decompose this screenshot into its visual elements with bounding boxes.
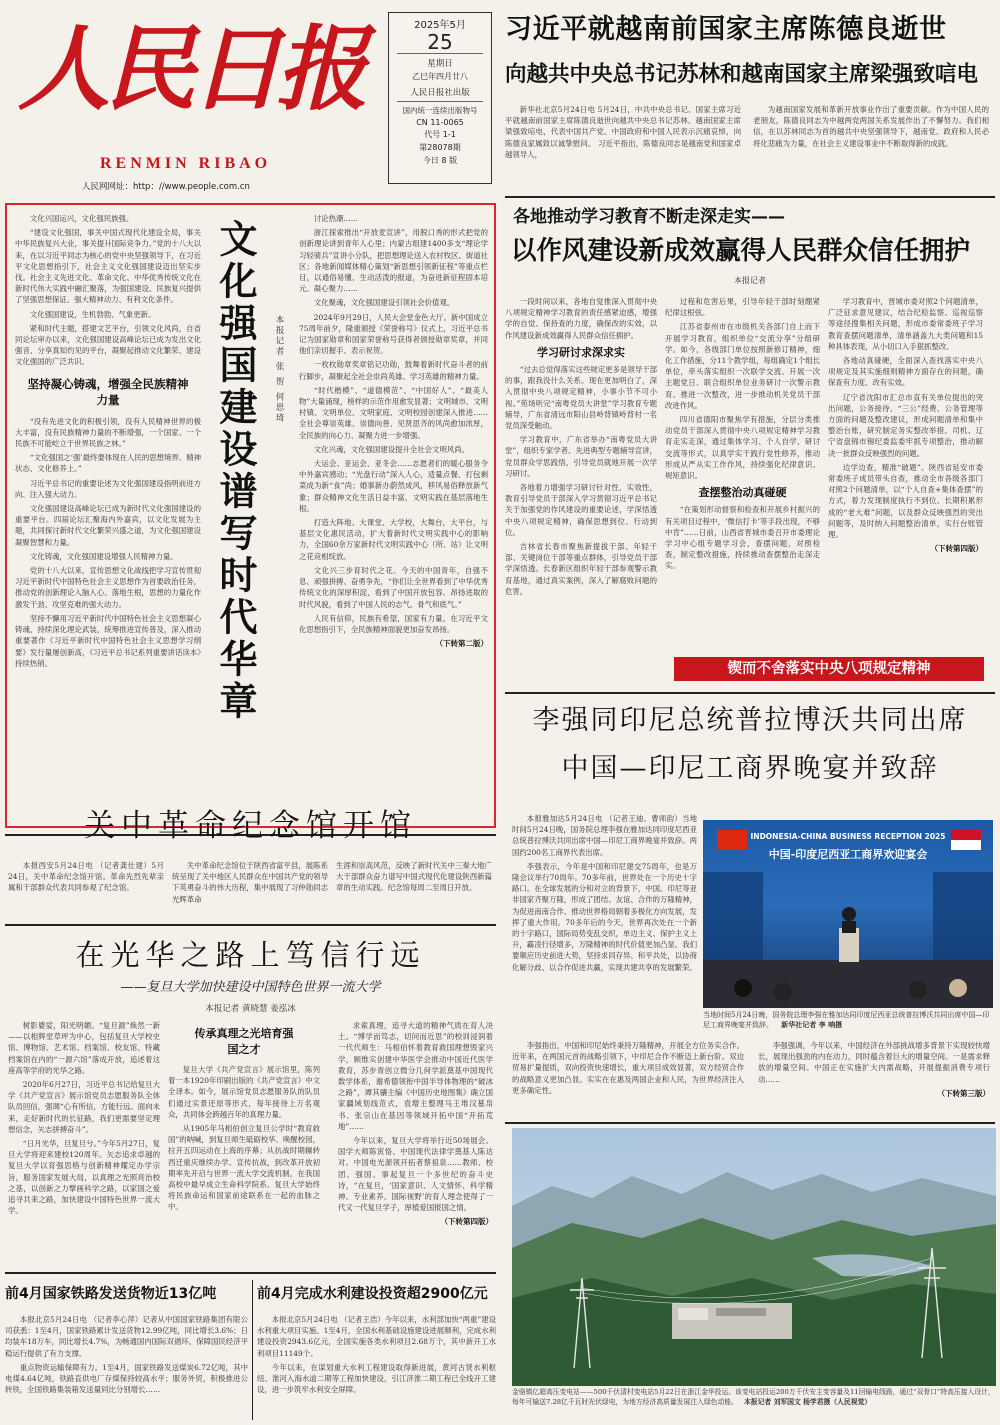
culture-paragraph: 浙江探索推出“开放麦宣讲”，用脱口秀的形式把党的创新理论讲到青年人心里；内蒙古组建1400多支“理论学习轻骑兵”宣讲小分队，把思想理论送入农村牧区、街道社区；各地新闻媒体精心策划“新思想引领新征程”等重点栏目，以通俗易懂、生动活泼的报道，为奋进新征程固本培元、凝心聚力…… [299,228,488,294]
guanzhong-col2: 关中革命纪念馆位于陕西省富平县，展陈系统呈现了关中地区人民群众在中国共产党的领导下英勇奋斗的伟大历程，集中展现了习仲勋同志光辉革命 [172,861,328,904]
liqiang-paragraph: 本报雅加达5月24日电 （记者王迪、曹师韵）当地时间5月24日晚，国务院总理李强在雅加达同印度尼西亚总统普拉博沃共同出席中国—印尼工商界晚宴并致辞。两国约200名工商界代表出席。 [512,814,697,857]
culture-paragraph: 讨论热潮…… [313,214,359,223]
flag-china-icon [717,830,747,850]
culture-paragraph: 2024年9月29日，人民大会堂金色大厅。新中国成立75周年前夕，隆重颁授《荣誉称号》仪式上，习近平总书记为国家勋章和国家荣誉称号获得者颁授勋章奖章，并同他们亲切握手、表示祝贺。 [299,312,488,356]
masthead-website: 人民网网址：http：//www.people.com.cn [82,182,250,192]
culture-paragraph: “文化强国之‘强’最终要体现在人民的思想境界、精神状态、文化修养上。” [15,453,201,474]
water-paragraph: 今年以来，在谋划重大水利工程建设取得新进展，黄河古贤水利枢纽、淮河入海水道二期等工程加快建设，引江济淮二期工程已全线开工建设，进一步筑牢水利安全屏障。 [257,1362,496,1395]
substation-credit: 本报记者 刘军国文 杨学君摄（人民视觉） [744,1397,872,1406]
liqiang-col1 [512,813,697,1035]
study-paragraph: “过去总觉得落实这些规定更多是领导干部的事，跟我没什么关系。现在更加明白了，深入贯彻中央八项规定精神，小事小节不可小视。”苑场听完“南粤党员大讲堂”学习教育专题辅导，广东省清远市阳山县岭背镇岭背村一名党员深受触动。 [505,365,657,431]
liqiang-paragraph: 李强强调，今年以来，中国经济在外部挑战增多背景下实现较快增长，展现出强劲的内在动力，同时蕴含着巨大的增量空间。一是需求释放的增量空间。中国正在实施扩大内需战略，开展提振消费专项行动…… [758,1041,990,1084]
water-article [257,1280,496,1422]
culture-paragraph: 党的十八大以来，宣传思想文化战线把学习宣传贯彻习近平新时代中国特色社会主义思想作为首要政治任务，推动党的创新理论入脑入心、落地生根，思想的力量化作激发干劲、攻坚克难的强大动力。 [15,566,201,609]
study-paragraph: 过程和危害后果，引导年轻干部时刻绷紧纪律这根弦。 [665,297,820,318]
date-code: 代号 1-1 [424,130,456,139]
study-col3 [828,296,983,656]
guanzhong-col3: 生涯和崇高风范，反映了新时代关中三秦大地广大干部群众奋力谱写中国式现代化建设陕西新篇章的生动实践。纪念馆每周二至周日开放。 [336,861,492,893]
header-divider [505,196,995,198]
study-banner: 锲而不舍落实中央八项规定精神 [674,657,984,681]
culture-paragraph: 文化聚魂，文化强国建设引领社会价值观。 [313,298,455,308]
masthead-pinyin: RENMIN RIBAO [100,155,272,172]
lead-headline-2: 向越共中央总书记苏林和越南国家主席梁强致唁电 [505,62,979,87]
substation-scene [512,1128,996,1386]
speaker-figure [842,907,856,921]
liqiang-continued[interactable]: （下转第三版） [937,1088,990,1098]
liqiang-bottom [512,1040,990,1120]
culture-title: 文化强国建设谱写时代华章 [213,219,257,723]
fudan-paragraph: 2020年6月27日，习近平总书记给复旦大学《共产党宣言》展示馆党员志愿服务队全体队员回信，强调“心有所信，方能行远。面向未来，走好新时代的长征路，我们更需要坚定理想信念，矢志拼搏奋斗”。 [8,1080,160,1134]
reception-caption-text: 当地时间5月24日晚，国务院总理李强在雅加达同印度尼西亚总统普拉博沃共同出席中国—印尼工商界晚宴并致辞。 [703,1011,990,1029]
podium [839,928,859,962]
culture-continued[interactable]: （下转第二版） [435,639,488,649]
culture-paragraph: 人民有信仰，民族有希望，国家有力量。在习近平文化思想指引下，全民族精神面貌更加奋发昂扬。 [299,613,488,634]
date-issue: 第28078期 [419,143,461,152]
reception-photo[interactable] [703,820,993,1008]
culture-paragraph: 坚持不懈用习近平新时代中国特色社会主义思想凝心铸魂，持续深化理论武装，统筹推进宣传普及，深入推动重要著作《习近平新时代中国特色社会主义思想学习纲要》发行量屡创新高，《习近平总书记系列重要讲话读本》持续热销。 [15,613,201,668]
date-weekday: 星期日 [427,59,453,69]
culture-paragraph: 打造大阵地、大课堂、大学校，大舞台，大平台，与基层文化惠民活动，扩大着新时代文明实践中心的影响力，全国60余万家新时代文明实践中心（所、站）让文明之花竞相绽放。 [299,518,488,561]
date-cn: CN 11-0065 [416,118,464,127]
masthead-logo: 人民日报 [18,15,363,123]
railway-article [5,1280,248,1422]
fudan-headline: 在光华之路上笃信行远 [75,938,426,972]
railway-headline: 前4月国家铁路发送货物近13亿吨 [5,1286,217,1302]
study-paragraph: 吉林省长春市聚焦新提拔干部、年轻干部、关键岗位干部等重点群体，引导党员干部学深悟透。长春新区组织年轻干部参观警示教育基地，通过真实案例，深入了解腐败问题的危害。 [505,542,657,596]
culture-col1 [15,213,201,820]
fudan-col3 [338,1020,493,1265]
liqiang-divider [505,1122,995,1124]
fudan-paragraph: 求索真理，追寻大道的精神气质在育人决土。“博学而笃志，切问而近思”的校训浸润着一代代师生：马相伯怀着教育救国理想毁家兴学，顾维实创建中华医学会推动中国近代医学教育，苏步青创立微分几何学派奠基中国现代数学体系，谢希德领衔中国半导体物理的“破冰之路”，谭其骧主编《中国历史地图集》确立国家疆域划线范式，袁增主整理马王堆汉墓帛书、张宗山在基因等领域开拓中国“开拓荒地”…… [338,1021,493,1131]
lead-body-col1: 新华社北京5月24日电 5月24日，中共中央总书记、国家主席习近平就越南前国家主席陈德良逝世向越共中央总书记苏林、越南国家主席梁强致唁电，代表中国共产党、中国政府和中国人民表示沉痛哀悼，向陈德良家属致以诚挚慰问。 习近平指出，陈德良同志是越南党和国家卓越领导人， [505,105,741,159]
study-paragraph: 各地动真碰硬，全面深入查找落实中央八项规定及其实施细则精神方面存在的问题，确保查有力度、改有实效。 [828,356,983,388]
fudan-subheading: 传承真理之光培育强国之才 [194,1027,294,1056]
fudan-continued[interactable]: （下转第四版） [440,1217,493,1227]
substation-photo[interactable] [512,1128,996,1386]
study-paragraph: 辽宁省沈阳市汇总市直有关单位提出的突出问题，公务接待、“三公”经费、公务管理等方面的问题及整改建议，形成问题清单和集中整治台账，研究制定务实整改举措。司机、辽宁省盘锦市锡纪委监委牢抓专项整治，推动解决一批群众反映强烈的问题。 [828,392,983,458]
study-article [505,205,995,660]
liqiang-paragraph: 李强表示，今年是中国和印尼建交75周年，也是万隆会议举行70周年。70多年前，世界处在一个历史十字路口。在全球发展的分和对立的背景下，中国、印尼等亚非国家齐聚万隆，形成了团结、友谊、合作的万隆精神，为促进南南合作、推动世界格局朝着多极化方向发展，发挥了重大作用。70多年后的今天，世界再次处在一个新的十字路口，国际局势变乱交织，单边主义、保护主义上升，霸凌行径增多，万隆精神的时代价值更加凸显。我们要顺应历史前进大势，坚持求同存异、和平共处，以协商化解分歧、以合作促进共赢，实现共建共享的发展繁荣。 [512,861,697,972]
study-divider [505,692,995,694]
date-pages: 今日 8 版 [422,156,458,165]
culture-paragraph: 文化兴三步育时代之花。今天的中国青年，自强不息、顽强拼搏、奋勇争先，“你们让全世界看到了中华优秀传统文化的深厚积淀，看到了中国开放包容、昂扬进取的时代风貌，看到了中国人民的志气、骨气和底气。” [299,565,488,609]
study-continued[interactable]: （下转第四版） [930,544,983,554]
culture-paragraph: 文化兴国运兴，文化强民族强。 [29,214,134,223]
lead-article [505,10,995,192]
railway-paragraph: 重点物资运输保障有力。1至4月，国家铁路发送煤炭6.72亿吨，其中电煤4.64亿吨，铁路直供电厂存煤保持较高水平；服务外贸，积极推进公转铁，全国铁路集装箱发送量同比分别增长…… [5,1362,248,1395]
study-subheading: 学习研讨求深求实 [537,345,625,359]
fudan-paragraph: 从1905年马相伯创立复旦公学时“教育救国”的呐喊，到复旦师生砥砺校华、唤醒校园，拉开五四运动在上海的序幕；从抗战时期辗转西迁重庆继续办学、宣传抗战，到改革开放初期率先开启与世界一流大学交流机制，在我国高校中最早成立生命科学院系、复旦大学始终将民族命运和国家前途联系在一起的血脉之中。 [168,1124,320,1212]
reception-caption [703,1010,993,1038]
water-headline: 前4月完成水利建设投资超2900亿元 [257,1286,488,1302]
lead-body-col2: 为越南国家发展和革新开放事业作出了重要贡献。作为中国人民的老朋友，陈德良同志为中越两党两国关系发展作出了不懈努力。我们相信，在以苏林同志为首的越共中央坚强领导下，越南党、政府和人民必将化悲痛为力量，在社会主义建设事业中不断取得新的成就。 [753,105,989,148]
fudan-subtitle: ——复旦大学加快建设中国特色世界一流大学 [120,980,381,995]
culture-feature [5,203,496,828]
fudan-col1 [8,1020,160,1265]
study-subheading: 查摆整治动真碰硬 [698,486,787,500]
fudan-paragraph: 树影婆娑，阳光明媚。“复旦源”焕然一新——以相辉堂草坪为中心，包括复旦大学校史馆、博物馆、艺术馆、档案馆、校友馆、特藏档案馆在内的“一源六馆”落成开放，追述着这座高等学府的光华之路。 [8,1021,160,1075]
fudan-byline: 本报记者 黄晓慧 姜泓冰 [205,1004,296,1014]
substation-caption-text: 金骆镇亿超高压变电站——500千伏清村变电站5月22日在浙江金华投运。该变电站投运200万千伏安主变容量及11回输电线路，通过“双骨口”特高压接入设计，每年可输送7.28亿千瓦时光伏绿电，为地方经济高质量发展注入绿色动能。 [512,1388,995,1406]
fudan-paragraph: 今年以来，复旦大学将举行近50场展会。国学大师陈寅恪、中国现代法律学奠基人陈达对。中国电光源领开拓者蔡祖泉……教师、校团、强国、事起复旦一个多世纪的奋斗史诗，“在复旦，‘国家意识、人文情怀、科学精神、专业素养、国际视野’的育人理念使得了一代又一代复旦学子，厚植爱国报国之情。 [338,1136,493,1213]
study-col1 [505,296,657,656]
reception-banner-cn: 中国-印度尼西亚工商界欢迎宴会 [768,848,928,861]
date-lunar: 乙巳年四月廿八 [412,72,468,81]
fudan-paragraph: “日月光华，旦复旦兮。”今年5月27日，复旦大学将迎来建校120周年。矢志追求卓越的复旦大学以育强思格与创新精神耀定办学宗旨，服务国家发展大局，以真理之光照亮治校之基，以创新之力擘画科学之路，以家国之爱追寻共来之路，加快建设中国特色世界一流大学。 [8,1139,160,1216]
guanzhong-body [8,860,493,918]
study-paragraph: 各地着力增强学习研讨针对性、实效性，教育引导党员干部深入学习贯彻习近平总书记关于加强党的作风建设的重要论述，学深悟透中央八项规定精神，确保思想到位、行动到位。 [505,483,657,537]
substation-caption [512,1388,996,1424]
culture-paragraph: “时代楷模”、“道德模范”、“中国好人”、“最美人物”大量涌现，榜样的示范作用愈发显著；文明城市、文明村镇、文明单位、文明家庭、文明校园创建深入推进……全社会尊崇英雄、崇德向善、见贤思齐的风尚愈加浓厚，全民族的向心力、凝聚力进一步增强。 [299,385,488,440]
study-paragraph: 边学边查，精准“破题”。陕西省延安市委常委班子成员带头自查，推动全市各级各部门对照2个问题清单，以“个人自查+集体查摆”的方式，着力发现制度执行不到位、长期积累形成的“老大难”问题，以及群众反映强烈的突出问题等，及时纳入问题整治清单，实行台账管理。 [828,462,983,540]
bottom-column-divider [252,1280,253,1420]
culture-paragraph: 紧和时代主题，搭建文艺平台，引领文化风尚，自省同论坛审办以来，文化强国建设高峰论坛已成为发出文化强音、分享真知灼见的平台，凝聚起推动文化繁荣、建设文化强国的广泛共识。 [15,323,201,367]
date-serial-label: 国内统一连续出版物号 [402,106,478,115]
study-paragraph: 江苏省泰州市在市级机关各部门自上而下开展学习教育，组织单位“交流分享”分组研学。如今，各级部门单位按照新修订精神，细化工作措施，分11个教学组，每组确定1个组长单位，牵头落实组织一次联学交流、开展一次主题党日、联合组织单位业务研讨一次警示教育、推进一次整改，进一步推动机关党员干部改进作风。 [665,322,820,410]
culture-subheading: 坚持凝心铸魂，增强全民族精神力量 [27,376,189,407]
study-paragraph: 四川省德阳市聚焦学有措施，分层分类推动党员干部深入贯彻中央八项规定精神学习教育走实走深，通过集体学习、个人自学、研讨交流等形式，以真学实干践行党性修养，推动形成从严从实工作作风，持续强化纪律意识、规矩意识。 [665,415,820,481]
liqiang-headline [505,700,995,800]
liqiang-paragraph: 李强指出，中国和印尼始终秉持万隆精神，开展全方位务实合作。近年来，在两国元首的战略引领下，中印尼合作不断迈上新台阶。双边贸易扩量提质，双向投资快速增长，重大项目成效显著，双方经贸合作的战略意义更加凸显。实实在在惠及两国企业和人民，为世界经济注入更多确定性。 [512,1041,744,1095]
flag-indonesia-icon [951,830,981,840]
fudan-col2 [168,1020,320,1265]
water-paragraph: 本报北京5月24日电 （记者王浩）今年以来，水利部加快“两重”建设水利重大项目实施。1至4月，全国水利基础设施建设进展顺利，完成水利建设投资2943.6亿元，全国实施各类水利项目2.68万个，其中新开工水利项目11149个。 [257,1315,496,1358]
reception-scene [703,820,993,1008]
study-paragraph: 一段时间以来，各地自觉推深入贯彻中央八项规定精神学习教育的责任感紧迫感，增强学的自觉、保持查的力度，确保改的实效，以作风建设新成效赢得人民群众信任拥护。 [505,297,657,340]
guanzhong-divider [5,924,496,926]
study-byline: 本报记者 [734,276,766,285]
date-day: 25 [427,30,453,54]
culture-paragraph: 文化强国建设，生机勃勃、气象更新。 [29,309,156,319]
culture-col3 [299,213,488,820]
study-col2 [665,296,820,656]
culture-paragraph: 习近平总书记的重要论述为文化强国建设指明前进方向、注入强大动力。 [15,478,201,499]
culture-paragraph: 大运会、亚运会、亚冬会……志愿者们的暖心服务令中外嘉宾感动；“光盘行动”深入人心，适量点餐、打包剩菜成为新“食”尚；婚事新办蔚然成风，移风易俗释放新气象；群众精神文化生活日益丰富，文明实践在基层落地生根。 [299,459,488,513]
culture-byline: 本报记者 张 贺 何思琦 [274,315,284,424]
guanzhong-col1: 本报西安5月24日电 （记者龚仕建）5月24日，关中革命纪念馆开馆。革命先烈先辈亲属和干部群众代表共同参观了纪念馆。 [8,861,164,893]
lead-headline-1: 习近平就越南前国家主席陈德良逝世 [505,14,947,45]
railway-paragraph: 本报北京5月24日电 （记者李心萍）记者从中国国家铁路集团有限公司获悉：1至4月，国家铁路累计发送货物12.99亿吨，同比增长3.6%；日均装车18万车，同比增长4.7%，为畅通国内国际双循环、保障国民经济平稳运行提供了有力支撑。 [5,1315,248,1358]
study-paragraph: 学习教育中，广东省举办“南粤党员大讲堂”，组织专家学者、先进典型专题辅导宣讲，党员群众学思践悟，引导党员就地开展一次学习研讨。 [505,435,657,478]
date-box [388,12,492,184]
reception-banner-en: INDONESIA-CHINA BUSINESS RECEPTION 2025 [750,832,946,841]
culture-paragraph: 文化兴魂，文化强国建设提升全社会文明风尚。 [313,444,470,454]
study-paragraph: 学习教育中，晋城市委对照2个问题清单，广泛征求意见建议，结合纪检监察、巡视巡察等途径搜集相关问题，形成市委常委班子学习教育查摆问题清单，清单涵盖九大类问题和15种具体表现，从小切口入手狠抓整改。 [828,297,983,351]
study-headline: 以作风建设新成效赢得人民群众信任拥护 [511,236,971,266]
liqiang-headline-2: 中国—印尼工商界晚宴并致辞 [561,753,939,784]
guanzhong-headline: 关中革命纪念馆开馆 [84,808,417,844]
study-paragraph: “在策划形动督察和检查和开展乡村振兴的有关项目过程中，‘微信打卡’等手段出现，不够中肯”……日前，山西省晋城市委召开市委理论学习中心组专题学习会，查摆问题，对照检查，制定整改措施，持续推动查摆整治走深走实。 [665,505,820,571]
date-publisher: 人民日报社出版 [410,88,470,98]
study-kicker: 各地推动学习教育不断走深走实—— [513,207,785,227]
culture-paragraph: 文化强国建设高峰论坛已成为新时代文化强国建设的重要平台。四届论坛汇聚海内外嘉宾，以文化发展为主题，共同探讨新时代文化繁荣兴盛之道，为文化强国建设凝聚智慧和力量。 [15,504,201,547]
date-year-month: 2025年5月 [414,20,466,31]
liqiang-headline-1: 李强同印尼总统普拉博沃共同出席 [532,705,968,736]
fudan-paragraph: 复旦大学《共产党宣言》展示馆里，陈列着一本1920年印刷出版的《共产党宣言》中文全译本。如今，展示馆党员志愿服务队的队员们通过实景还原等形式，每年接待上万名观众，共同体会跨越百年的真理力量。 [168,1065,320,1119]
masthead [10,8,400,194]
fudan-divider [5,1272,496,1274]
culture-paragraph: “建设文化强国，事关中国式现代化建设全局，事关中华民族复兴大业，事关提升国际竞争力。”党的十八大以来，在以习近平同志为核心的党中央坚强领导下，在习近平文化思想指引下，社会主义文化强国建设迈出坚实步伐。社会主义先进文化、革命文化、中华优秀传统文化在新时代伟大实践中融汇聚落，为强国建设、民族复兴提供了坚强思想保证、强大精神动力、有利文化条件。 [15,228,201,305]
culture-paragraph: 一枚枚勋章奖章铭记功勋，鼓舞着新时代奋斗者的前行脚步，凝聚起全社会崇尚英雄、学习英雄的精神力量。 [299,360,488,381]
culture-paragraph: “没有先进文化的积极引领，没有人民精神世界的极大丰富，没有民族精神力量的不断增强，一个国家、一个民族不可能屹立于世界民族之林。” [15,416,201,449]
reception-credit: 新华社记者 李 响摄 [781,1020,843,1029]
culture-paragraph: 文化铸魂，文化强国建设增强人民精神力量。 [29,551,178,561]
